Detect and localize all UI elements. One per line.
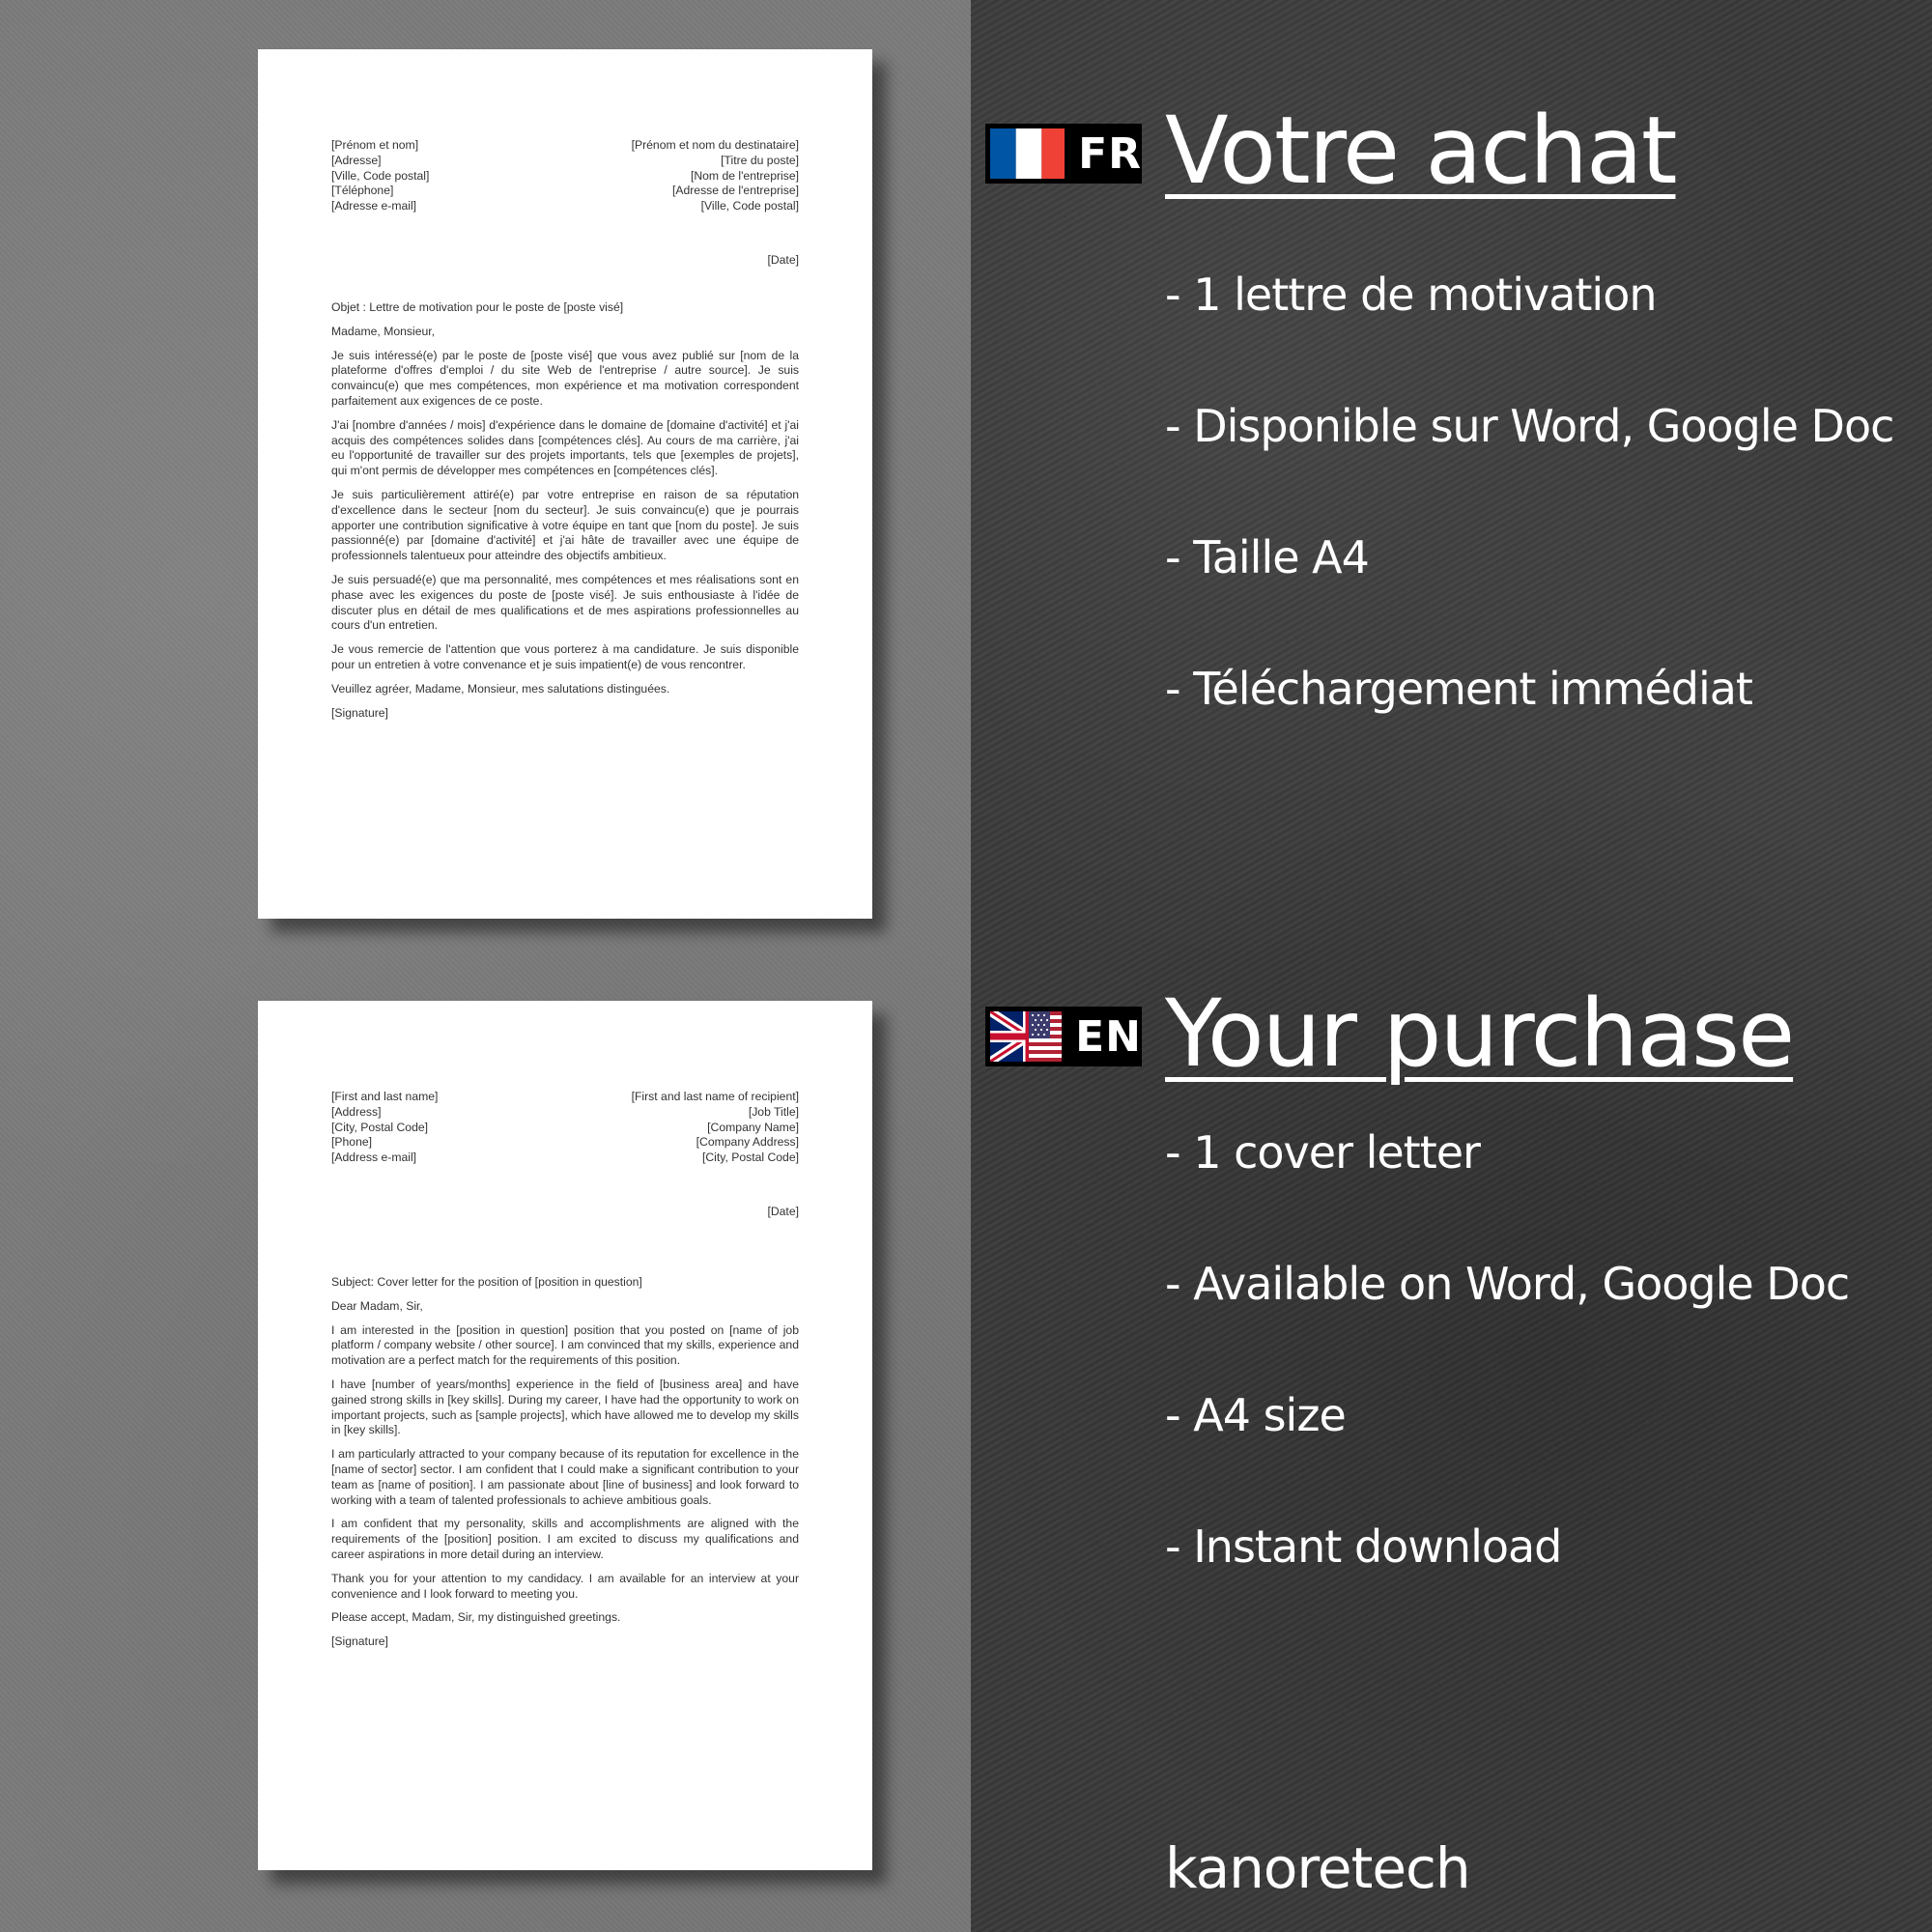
letter-paragraph: Je vous remercie de l'attention que vous porterez à ma candidature. Je suis disponible pour un entretien à votre convenance et je suis impatient(e) de vous rencontrer.: [331, 642, 799, 671]
uk-us-flag-icon: [990, 1011, 1062, 1062]
en-bullet: - Instant download: [1165, 1520, 1562, 1573]
letter-paragraph: Je suis persuadé(e) que ma personnalité, mes compétences et mes réalisations sont en phase avec les exigences du poste de [poste visé]. Je suis enthousiaste à l'idée de discuter plus en détail de mes qualifications et de mes aspirations professionnelles au cours d'un entretien.: [331, 572, 799, 633]
recipient-block: [632, 138, 799, 214]
letter-paragraph: I am confident that my personality, skills and accomplishments are aligned with the requirements of the [position] position. I am excited to discuss my qualifications and career aspirations in more detail during an interview.: [331, 1517, 799, 1561]
letter-paragraph: I am particularly attracted to your company because of its reputation for excellence in the [name of sector] sector. I am confident that I could make a significant contribution to your team as [name of position]. I am passionate about [line of business] and look forward to working with a team of talented professionals to achieve ambitious goals.: [331, 1447, 799, 1507]
en-heading: Your purchase: [1165, 980, 1794, 1088]
letter-paragraph: Je suis particulièrement attiré(e) par votre entreprise en raison de sa réputation d'excellence dans le secteur [nom du secteur]. Je suis convaincu(e) que je pourrais apporter une contribution significative à votre équipe en tant que [nom du poste]. Je suis passionné(e) par [domaine d'activité] et j'ai hâte de travailler avec une équipe de professionnels talentueux pour atteindre des objectifs ambitieux.: [331, 487, 799, 563]
en-bullet: - A4 size: [1165, 1389, 1346, 1441]
letter-paragraph: J'ai [nombre d'années / mois] d'expérience dans le domaine de [domaine d'activité] et j'ai acquis des compétences solides dans [compétences clés]. Au cours de ma carrière, j'ai eu l'opportunité de travailler sur des projets importants, tels que [exemples de projets], qui m'ont permis de développer mes compétences en [compétences clés].: [331, 417, 799, 478]
letter-date: [Date]: [767, 253, 799, 267]
letter-signature: [Signature]: [331, 705, 388, 720]
sender-line: [Adresse e-mail]: [331, 199, 417, 213]
fr-heading: Votre achat: [1165, 97, 1676, 205]
sender-line: [Phone]: [331, 1135, 373, 1150]
sender-line: [Address e-mail]: [331, 1151, 417, 1165]
sender-block: [331, 138, 429, 214]
fr-language-tag: [985, 124, 1142, 184]
letter-subject: Objet : Lettre de motivation pour le poste de [poste visé]: [331, 300, 624, 314]
letter-paragraph: I have [number of years/months] experience in the field of [business area] and have gained strong skills in [key skills]. During my career, I have had the opportunity to work on important projects, such as [sample projects], which have allowed me to develop my skills in [key skills].: [331, 1377, 799, 1437]
letter-paragraph: I am interested in the [position in question] position that you posted on [name of job platform / company website / other source]. I am convinced that my skills, experience and motivation are a perfect match for the requirements of this position.: [331, 1322, 799, 1368]
recipient-line: [Company Address]: [696, 1135, 799, 1150]
en-language-tag: [985, 1007, 1142, 1066]
french-letter-preview: [258, 49, 872, 919]
recipient-line: [Nom de l'entreprise]: [690, 168, 799, 183]
en-bullet: - 1 cover letter: [1165, 1126, 1480, 1179]
english-letter-preview: [258, 1001, 872, 1870]
en-bullet: - Available on Word, Google Doc: [1165, 1258, 1850, 1310]
letter-subject: Subject: Cover letter for the position of [position in question]: [331, 1275, 642, 1289]
recipient-line: [Company Name]: [707, 1120, 799, 1134]
letter-closing: Please accept, Madam, Sir, my distinguished greetings.: [331, 1610, 621, 1625]
fr-bullet: - 1 lettre de motivation: [1165, 269, 1657, 321]
letter-date: [Date]: [767, 1205, 799, 1218]
sender-line: [Téléphone]: [331, 184, 394, 198]
france-flag-icon: [990, 128, 1065, 179]
letter-paragraph: Je suis intéressé(e) par le poste de [poste visé] que vous avez publié sur [nom de la plateforme d'offres d'emploi / du site Web de l'entreprise / autre source]. Je suis convaincu(e) que mes compétences, mon expérience et ma motivation correspondent parfaitement aux exigences de ce poste.: [331, 348, 799, 408]
sender-line: [First and last name]: [331, 1090, 439, 1103]
fr-bullet: - Téléchargement immédiat: [1165, 663, 1752, 715]
letter-body: [331, 1275, 799, 1659]
letter-body: [331, 300, 799, 729]
recipient-line: [Job Title]: [748, 1104, 799, 1119]
letter-paragraph: Thank you for your attention to my candidacy. I am available for an interview at your convenience and I look forward to meeting you.: [331, 1571, 799, 1601]
recipient-line: [Adresse de l'entreprise]: [671, 184, 799, 198]
sender-line: [Ville, Code postal]: [331, 168, 430, 183]
recipient-line: [Ville, Code postal]: [700, 199, 799, 213]
recipient-block: [632, 1090, 799, 1166]
letter-closing: Veuillez agréer, Madame, Monsieur, mes salutations distinguées.: [331, 681, 670, 696]
fr-bullet: - Disponible sur Word, Google Doc: [1165, 400, 1894, 452]
recipient-line: [First and last name of recipient]: [631, 1090, 799, 1103]
fr-bullet: - Taille A4: [1165, 531, 1369, 583]
sender-line: [Prénom et nom]: [331, 138, 419, 152]
recipient-line: [Prénom et nom du destinataire]: [631, 138, 799, 152]
en-language-code: EN: [1075, 1011, 1142, 1062]
letter-greeting: Madame, Monsieur,: [331, 324, 436, 338]
letter-signature: [Signature]: [331, 1634, 388, 1649]
recipient-line: [Titre du poste]: [721, 153, 799, 167]
sender-line: [Adresse]: [331, 153, 382, 167]
sender-block: [331, 1090, 438, 1166]
sender-line: [Address]: [331, 1104, 382, 1119]
letter-greeting: Dear Madam, Sir,: [331, 1298, 423, 1313]
recipient-line: [City, Postal Code]: [701, 1151, 799, 1165]
brand-name: kanoretech: [1165, 1835, 1470, 1901]
fr-language-code: FR: [1078, 128, 1142, 179]
sender-line: [City, Postal Code]: [331, 1120, 429, 1134]
